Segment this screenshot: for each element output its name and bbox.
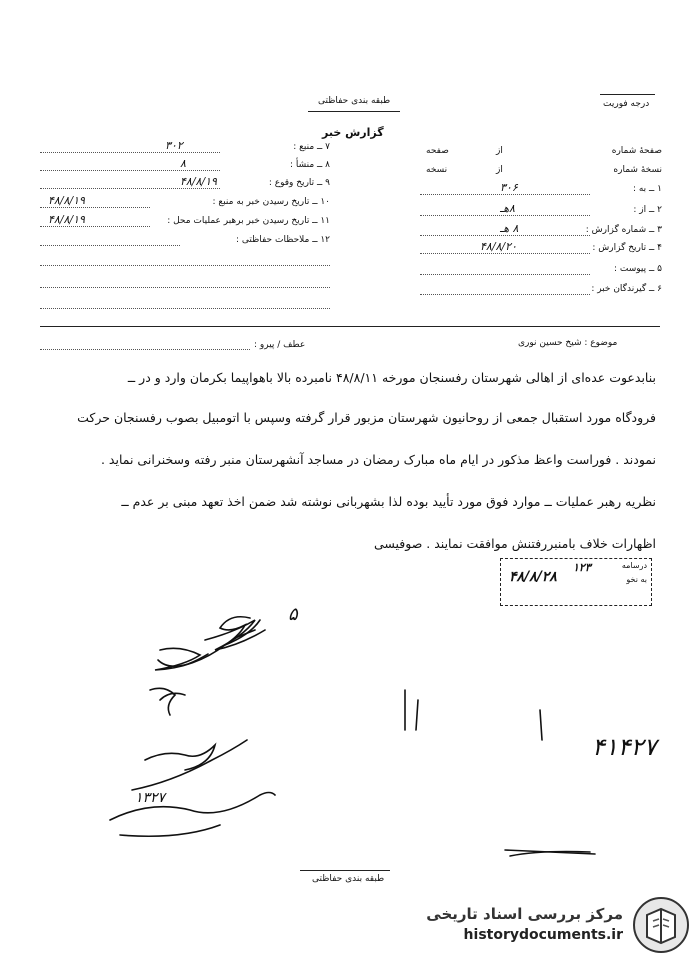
left-field-label: ۸ ــ منشأ :: [289, 160, 330, 170]
left-field-value: ۴۸/۸/۱۹: [180, 175, 217, 188]
stamp-date: ۴۸/۸/۲۸: [509, 569, 557, 585]
right-field-label: نسخهٔ شماره: [613, 165, 662, 175]
right-field-unit: صفحه: [426, 146, 449, 156]
body-line-1: بنابدعوت عده‌ای از اهالی شهرستان رفسنجان مورخه ۴۸/۸/۱۱ نامبرده بالا باهواپیما بکرمان وارد و در ــ: [127, 370, 656, 385]
stamp-line-2: به نخو: [626, 575, 647, 584]
body-line-5: اظهارات خلاف بامنبررفتنش موافقت نمایند . صوفیسی: [373, 536, 656, 551]
right-field-of: از: [496, 146, 503, 156]
right-field-label: ۳ ــ شماره گزارش :: [585, 225, 662, 235]
left-field-value: ۳۰۲: [165, 139, 183, 152]
stamp-number: ۱۲۳: [573, 561, 591, 574]
priority-label: درجه فوریت: [603, 99, 650, 109]
archive-logo-icon: [631, 895, 691, 955]
right-field-label: ۵ ــ پیوست :: [614, 264, 662, 274]
handwritten-note-number: ۵: [288, 604, 298, 625]
subject-line: موضوع : شیخ حسین نوری: [518, 338, 618, 348]
left-field-label: ۱۰ ــ تاریخ رسیدن خبر به منبع :: [212, 197, 330, 207]
handwritten-archive-number: ۴۱۴۲۷: [592, 733, 657, 761]
stamp-line-1: درسامه: [621, 561, 647, 570]
body-line-3: نمودند . فوراست واعظ مذکور در ایام ماه مبارک رمضان در مساجد آنشهرستان منبر رفته وسخنرانی نماید .: [100, 452, 656, 467]
handwritten-date-note: ۱۳۲۷: [135, 790, 166, 806]
classification-bottom: طبقه بندی حفاظتی: [312, 874, 385, 884]
right-field-unit: نسخه: [426, 165, 448, 175]
watermark: [400, 893, 695, 957]
left-field-label: ۹ ــ تاریخ وقوع :: [268, 178, 330, 188]
watermark-url: historydocuments.ir: [463, 927, 623, 943]
right-field-label: ۴ ــ تاریخ گزارش :: [592, 243, 662, 253]
report-title: گزارش خبر: [322, 126, 384, 139]
right-field-value: ۸ هـ: [500, 222, 519, 235]
body-line-2: فرودگاه مورد استقبال جمعی از روحانیون شهرستان مزبور قرار گرفته وسپس با اتومبیل بصوب رفسنجان حرکت: [77, 410, 656, 425]
right-field-value: ۳۰۶: [500, 181, 518, 194]
left-field-value: ۴۸/۸/۱۹: [48, 194, 85, 207]
right-field-label: ۱ ــ به :: [632, 184, 662, 194]
right-field-value: ۴۸/۸/۲۰: [480, 240, 517, 253]
right-field-of: از: [496, 165, 503, 175]
reference-label: عطف / پیرو :: [254, 340, 306, 350]
body-line-4: نظریه رهبر عملیات ــ موارد فوق مورد تأیید بوده لذا بشهربانی نوشته شد ضمن اخذ تعهد مبنی بر عدم ــ: [121, 494, 656, 509]
right-field-label: صفحهٔ شماره: [611, 146, 662, 156]
right-field-value: ۸هـ: [500, 202, 515, 215]
watermark-name: مرکز بررسی اسناد تاریخی: [426, 905, 623, 923]
left-field-label: ۱۱ ــ تاریخ رسیدن خبر برهبر عملیات محل :: [167, 216, 330, 226]
right-field-label: ۶ ــ گیرندگان خبر :: [591, 284, 662, 294]
left-field-label: ۷ ــ منبع :: [293, 142, 330, 152]
classification-top: طبقه بندی حفاظتی: [318, 96, 391, 106]
bottom-rule: [300, 870, 390, 871]
left-field-value: ۴۸/۸/۱۹: [48, 213, 85, 226]
right-field-label: ۲ ــ از :: [633, 205, 662, 215]
left-field-value: ۸: [180, 157, 186, 170]
left-field-label: ۱۲ ــ ملاحظات حفاظتی :: [235, 235, 330, 245]
